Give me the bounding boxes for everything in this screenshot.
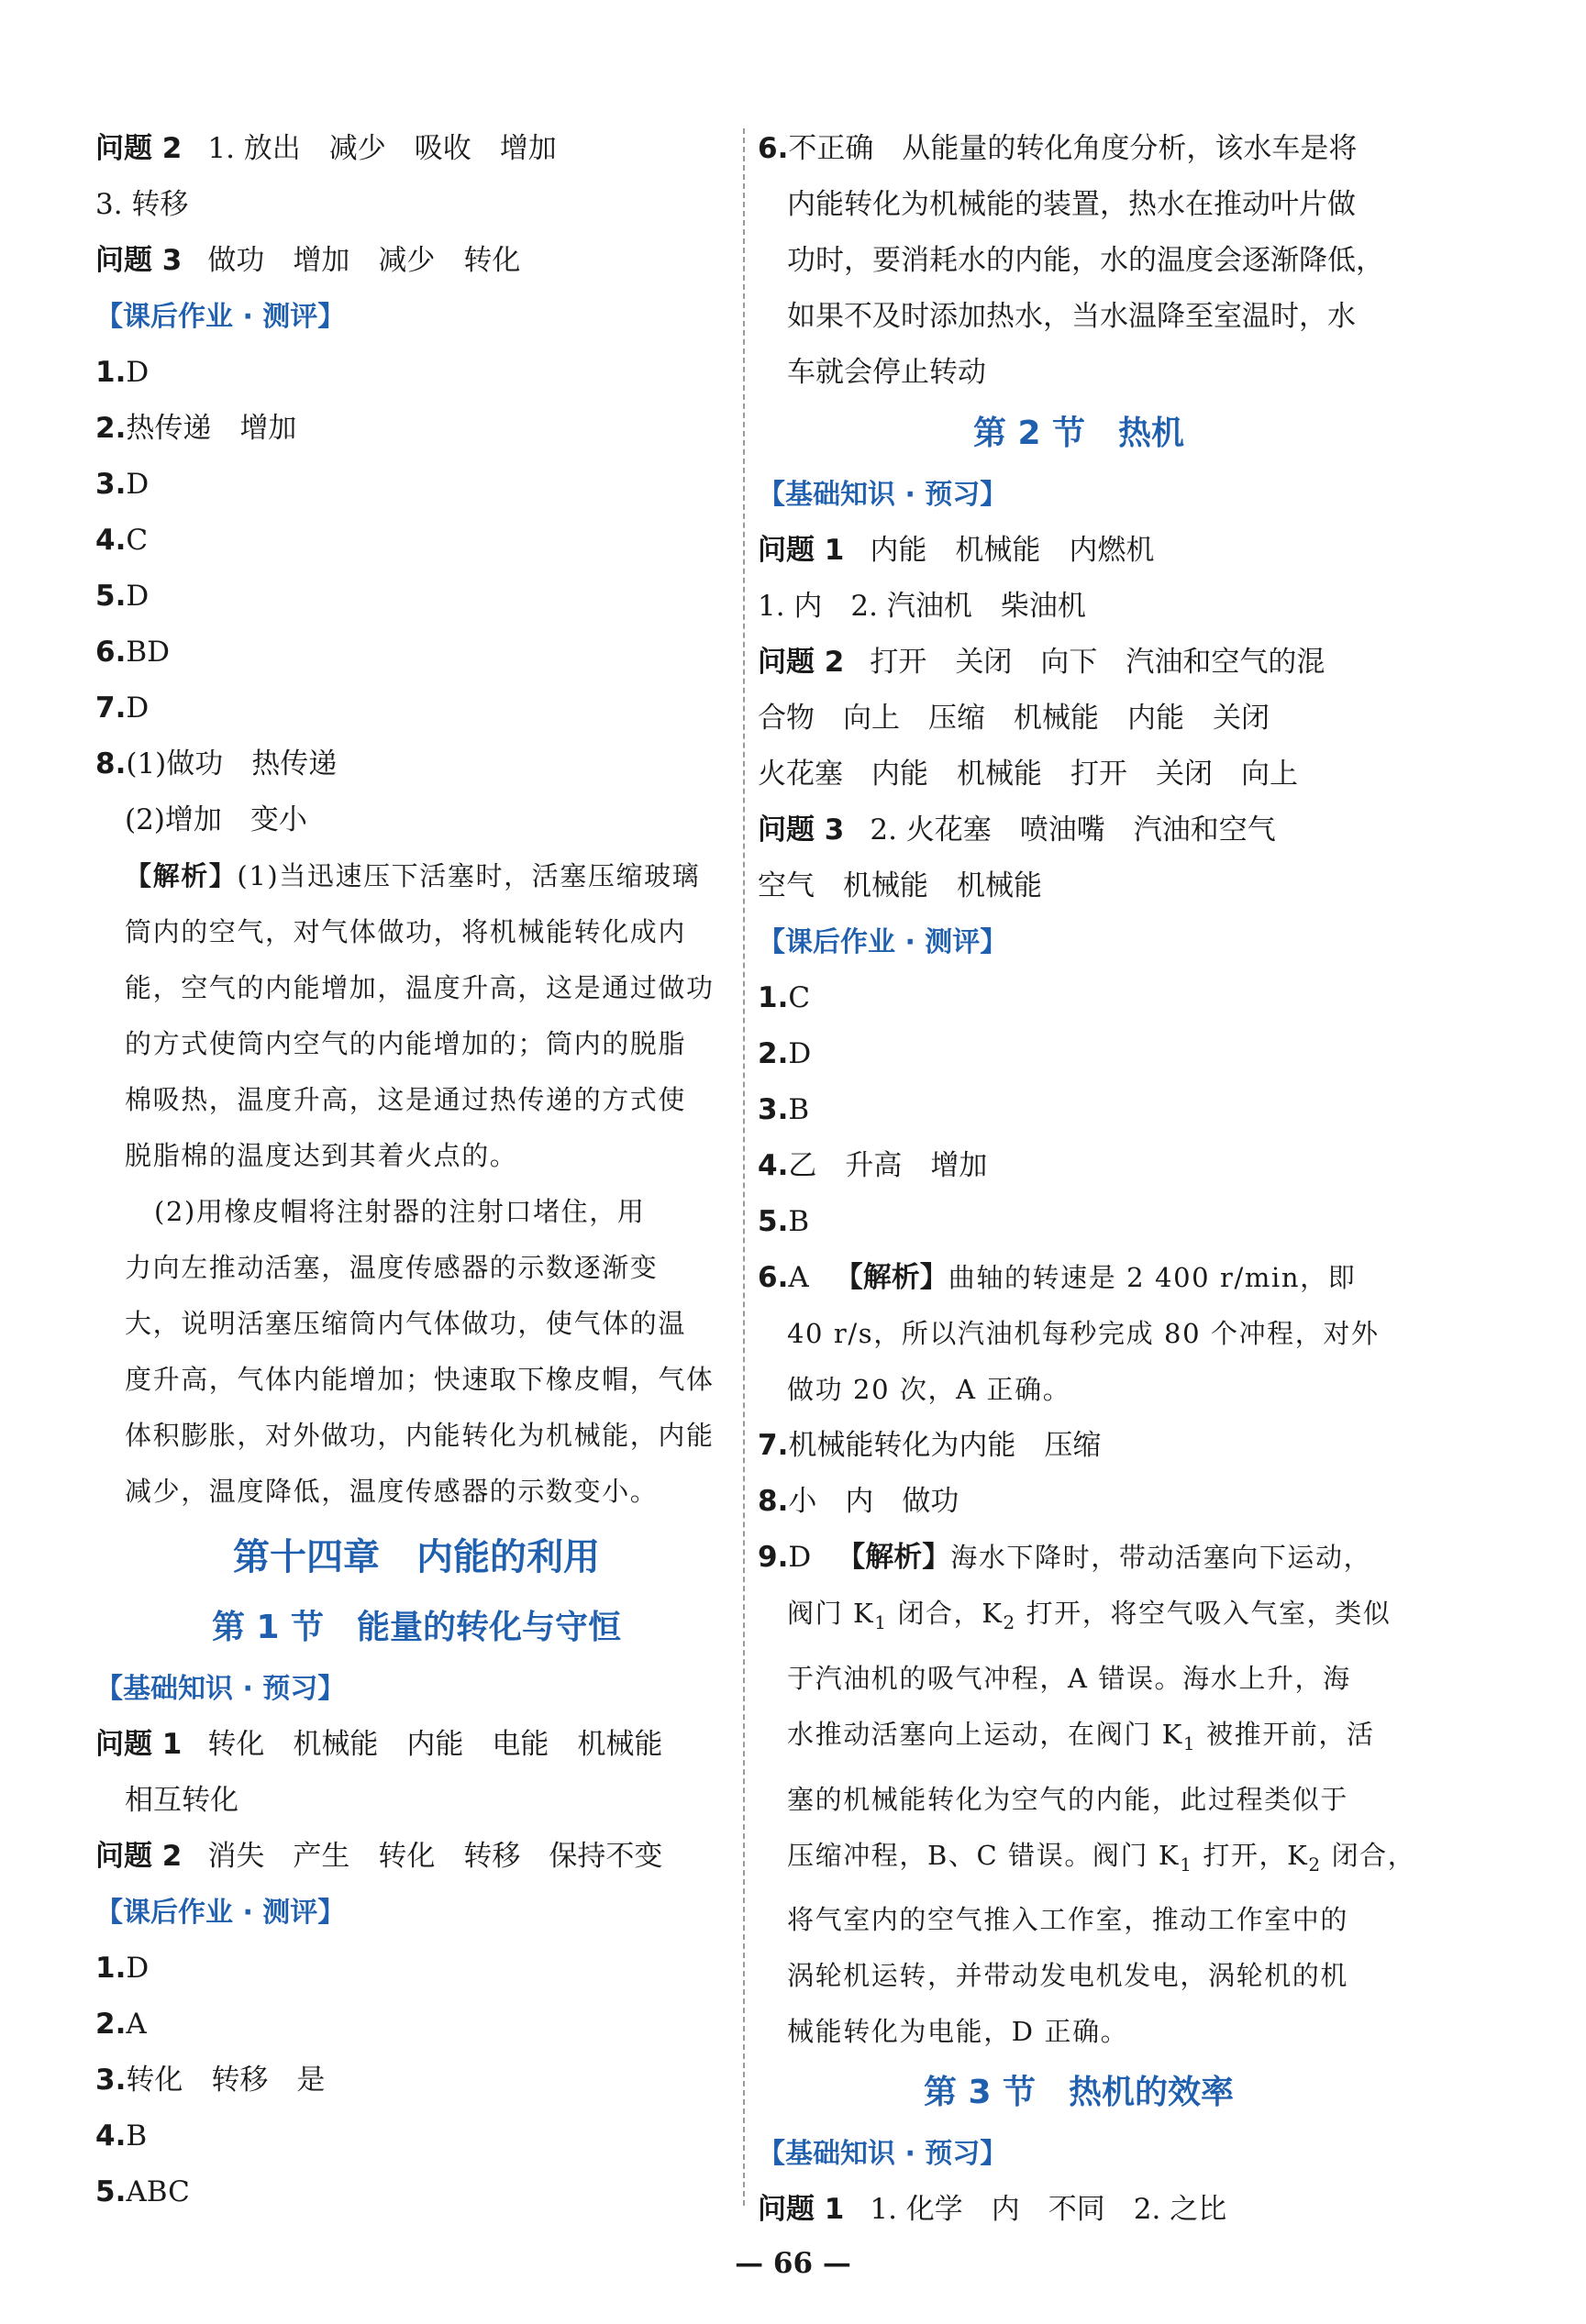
answer-item: 4.乙 升高 增加 [758,1149,988,1182]
section-tag: 【基础知识 · 预习】 [95,1673,346,1705]
text-line: 问题 2 打开 关闭 向下 汽油和空气的混 [758,646,1325,679]
analysis-line: 能，空气的内能增加，温度升高，这是通过做功 [125,972,715,1003]
answer-item: 5.ABC [95,2175,190,2208]
answer-item: 2.A [95,2008,147,2041]
chapter-title: 第十四章 内能的利用 [233,1536,600,1578]
answer-item: (2)增加 变小 [125,803,307,836]
text-line: 问题 2 1. 放出 减少 吸收 增加 [95,132,557,165]
text-line: 问题 1 转化 机械能 内能 电能 机械能 [95,1728,663,1761]
analysis-line: 体积膨胀，对外做功，内能转化为机械能，内能 [125,1420,715,1451]
answer-list [758,970,1400,1250]
analysis-line: 做功 20 次，A 正确。 [787,1374,1071,1405]
answer-item: 6.BD [95,636,170,669]
text-line: 问题 1 内能 机械能 内燃机 [758,534,1155,567]
analysis-line: 40 r/s，所以汽油机每秒完成 80 个冲程，对外 [787,1318,1380,1349]
answer-item: 7.机械能转化为内能 压缩 [758,1429,1102,1462]
answer-item: 8.小 内 做功 [758,1485,959,1518]
text-line: 相互转化 [125,1784,238,1817]
answer-item: 7.D [95,692,150,725]
analysis-line: 【解析】(1)当迅速压下活塞时，活塞压缩玻璃 [125,860,701,891]
text-line: 火花塞 内能 机械能 打开 关闭 向上 [758,758,1298,791]
text-line: 功时，要消耗水的内能，水的温度会逐渐降低， [787,244,1384,277]
analysis-line: 筒内的空气，对气体做功，将机械能转化成内 [125,916,687,947]
section-title: 第 2 节 热机 [972,415,1185,452]
analysis-line: 压缩冲程，B、C 错误。阀门 $K_1$ 打开，$K_2$ 闭合， [787,1839,1416,1876]
analysis-line: 塞的机械能转化为空气的内能，此过程类似于 [787,1783,1349,1815]
section-tag: 【课后作业 · 测评】 [95,1897,346,1929]
answer-list [95,1941,738,2220]
answer-item: 4.C [95,524,149,557]
analysis-line: 的方式使筒内空气的内能增加的；筒内的脱脂 [125,1028,687,1059]
analysis-line: 阀门 $K_1$ 闭合，$K_2$ 打开，将空气吸入气室，类似 [787,1598,1392,1633]
page-number: — 66 — [735,2247,851,2280]
text-line: 问题 2 消失 产生 转化 转移 保持不变 [95,1840,663,1873]
left-column [95,121,738,2220]
answer-item: 4.B [95,2119,148,2152]
analysis-line: 涡轮机运转，并带动发电机发电，涡轮机的机 [787,1960,1349,1992]
answer-item: 5.D [95,580,150,613]
answer-item: 2.热传递 增加 [95,412,297,445]
section-tag: 【基础知识 · 预习】 [758,479,1008,511]
answer-list [95,345,738,736]
text-line: 问题 1 1. 化学 内 不同 2. 之比 [758,2193,1227,2227]
text-line: 问题 3 2. 火花塞 喷油嘴 汽油和空气 [758,813,1276,847]
analysis-line: 脱脂棉的温度达到其着火点的。 [125,1140,518,1171]
analysis-line: (2)用橡皮帽将注射器的注射口堵住，用 [154,1196,646,1227]
analysis-line: 棉吸热，温度升高，这是通过热传递的方式使 [125,1084,687,1115]
text-line: 1. 内 2. 汽油机 柴油机 [758,590,1086,623]
column-divider [743,128,745,2206]
text-line: 问题 3 做功 增加 减少 转化 [95,244,521,277]
text-line: 内能转化为机械能的装置，热水在推动叶片做 [787,188,1356,221]
answer-item: 3.转化 转移 是 [95,2064,326,2097]
section-tag: 【基础知识 · 预习】 [758,2138,1008,2171]
section-tag: 【课后作业 · 测评】 [758,926,1008,958]
text-line: 合物 向上 压缩 机械能 内能 关闭 [758,702,1270,735]
answer-item: 5.B [758,1205,810,1238]
analysis-line: 力向左推动活塞，温度传感器的示数逐渐变 [125,1252,659,1283]
text-line: 空气 机械能 机械能 [758,869,1042,902]
answer-item: 1.D [95,356,150,389]
answer-item: 3.D [95,468,150,501]
section-tag: 【课后作业 · 测评】 [95,301,346,333]
answer-item: 1.D [95,1952,150,1985]
answer-item: 1.C [758,981,811,1014]
analysis-line: 械能转化为电能，D 正确。 [787,2016,1129,2048]
analysis-line: 减少，温度降低，温度传感器的示数变小。 [125,1476,659,1507]
answer-item: 3.B [758,1093,810,1126]
analysis-line: 度升高，气体内能增加；快速取下橡皮帽，气体 [125,1364,715,1395]
answer-item: 9.D 【解析】海水下降时，带动活塞向下运动， [758,1541,1372,1574]
section-title: 第 1 节 能量的转化与守恒 [211,1609,622,1646]
analysis-line: 将气室内的空气推入工作室，推动工作室中的 [787,1904,1349,1936]
answer-item: 6.不正确 从能量的转化角度分析，该水车是将 [758,132,1358,165]
text-line: 3. 转移 [95,188,189,221]
text-line: 如果不及时添加热水，当水温降至室温时，水 [787,300,1356,333]
text-line: 车就会停止转动 [787,356,986,389]
right-column [758,121,1416,2238]
analysis-line: 大，说明活塞压缩筒内气体做功，使气体的温 [125,1308,687,1339]
analysis-line: 于汽油机的吸气冲程，A 错误。海水上升，海 [787,1662,1351,1694]
analysis-line: 水推动活塞向上运动，在阀门 $K_1$ 被推开前，活 [787,1718,1375,1754]
section-title: 第 3 节 热机的效率 [923,2074,1235,2112]
answer-item: 6.A 【解析】曲轴的转速是 2 400 r/min，即 [758,1261,1357,1294]
answer-item: 2.D [758,1037,812,1070]
answer-item: 8.(1)做功 热传递 [95,747,338,780]
